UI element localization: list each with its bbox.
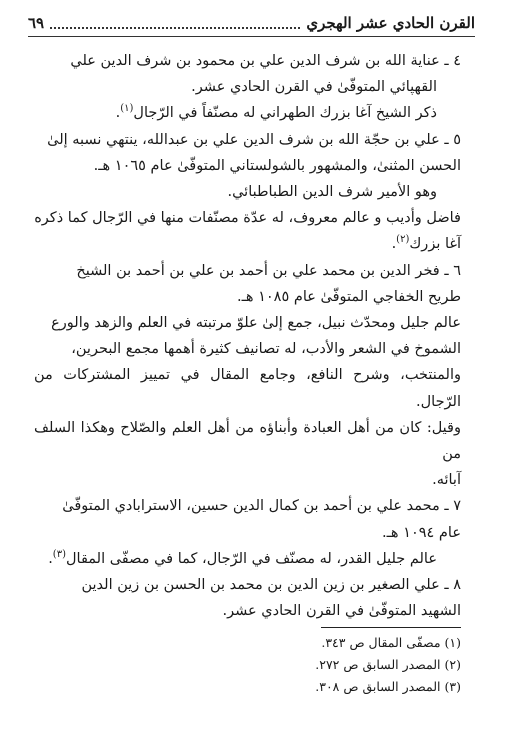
running-header <box>28 10 475 37</box>
entry-4-line-2: القهپائي المتوفّیٰ في القرن الحادي عشر. <box>191 79 437 96</box>
footnote-2: (٢) المصدر السابق ص ٢٧٢. <box>315 657 461 672</box>
entry-7-note-text: عالم جليل القدر، له مصنّف في الرّجال، كما في مصفّى المقال <box>65 550 437 567</box>
page-number: ٦٩ <box>28 14 45 32</box>
footnote-3: (٣) المصدر السابق ص ٣٠٨. <box>315 679 461 694</box>
entry-4-line-1: ٤ ـ عناية الله بن شرف الدين علي بن محمود بن شرف الدين علي <box>70 53 461 69</box>
footnote-ref-2: (٢) <box>396 234 410 246</box>
entry-4-note-text: ذكر الشيخ آغا بزرك الطهراني له مصنّفاً في الرّجال <box>133 105 437 122</box>
main-text <box>34 48 461 624</box>
footnote-1: (١) مصفّى المقال ص ٣٤٣. <box>321 635 461 650</box>
entry-8-line-1: ٨ ـ علي الصغير بن زين الدين بن محمد بن الحسن بن زين الدين <box>81 577 461 594</box>
footnotes <box>34 632 461 698</box>
entry-8-line-2: الشهيد المتوفّیٰ في القرن الحادي عشر. <box>222 603 461 620</box>
entry-6-desc-line-1: عالم جليل ومحدّث نبيل، جمع إلىٰ علوّ مرتبته في العلم والزهد والورع <box>51 315 461 332</box>
entry-5-line-1: ٥ ـ علي بن حجّة الله بن شرف الدين علي بن عبدالله، ينتهي نسبه إلىٰ <box>47 131 461 148</box>
footnote-separator <box>321 627 461 628</box>
footnote-ref-3: (٣) <box>52 549 66 561</box>
entry-5-note: وهو الأمير شرف الدين الطباطبائي. <box>227 184 437 201</box>
entry-5-desc-line-2: آغا بزرك$^{(٢)}$. <box>391 234 461 253</box>
entry-5-desc-line-1: فاضل وأديب و عالم معروف، له عدّة مصنّفات منها في الرّجال كما ذكره <box>34 210 461 227</box>
entry-7-line-2: عام ١٠٩٤ هـ. <box>382 524 461 541</box>
entry-5-desc-line-2-text: آغا بزرك <box>409 236 461 253</box>
entry-7-line-1: ٧ ـ محمد علي بن أحمد بن كمال الدين حسين، الاسترابادي المتوفّیٰ <box>62 498 461 515</box>
header-leader-dots <box>50 17 300 29</box>
entry-6-desc-line-4: وقيل: كان من أهل العبادة وأبناؤه من أهل العلم والصّلاح وهكذا السلف من <box>34 419 461 463</box>
entry-4-note: ذكر الشيخ آغا بزرك الطهراني له مصنّفاً في الرّجال$^{(١)}$. <box>115 103 437 122</box>
entry-7-note: عالم جليل القدر، له مصنّف في الرّجال، كما في مصفّى المقال$^{(٣)}$. <box>48 549 437 567</box>
entry-6-desc-line-5: آبائه. <box>432 472 461 489</box>
entry-6-line-2: طريح الخفاجي المتوفّیٰ عام ١٠٨٥ هـ. <box>236 288 461 305</box>
entry-6-desc-line-2: الشموخ في الشعر والأدب، له تصانيف كثيرة أهمها مجمع البحرين، <box>71 341 461 358</box>
header-title: القرن الحادي عشر الهجري <box>306 14 475 32</box>
entry-6-line-1: ٦ ـ فخر الدين بن محمد علي بن أحمد بن علي بن أحمد بن الشيخ <box>76 262 461 279</box>
entry-6-desc-line-3: والمنتخب، وشرح النافع، وجامع المقال في تمييز المشتركات من الرّجال. <box>34 367 461 410</box>
entry-5-line-2: الحسن المثنیٰ، والمشهور بالشولستاني المتوفّیٰ عام ١٠٦٥ هـ. <box>93 157 461 174</box>
footnote-ref-1: (١) <box>120 103 134 115</box>
